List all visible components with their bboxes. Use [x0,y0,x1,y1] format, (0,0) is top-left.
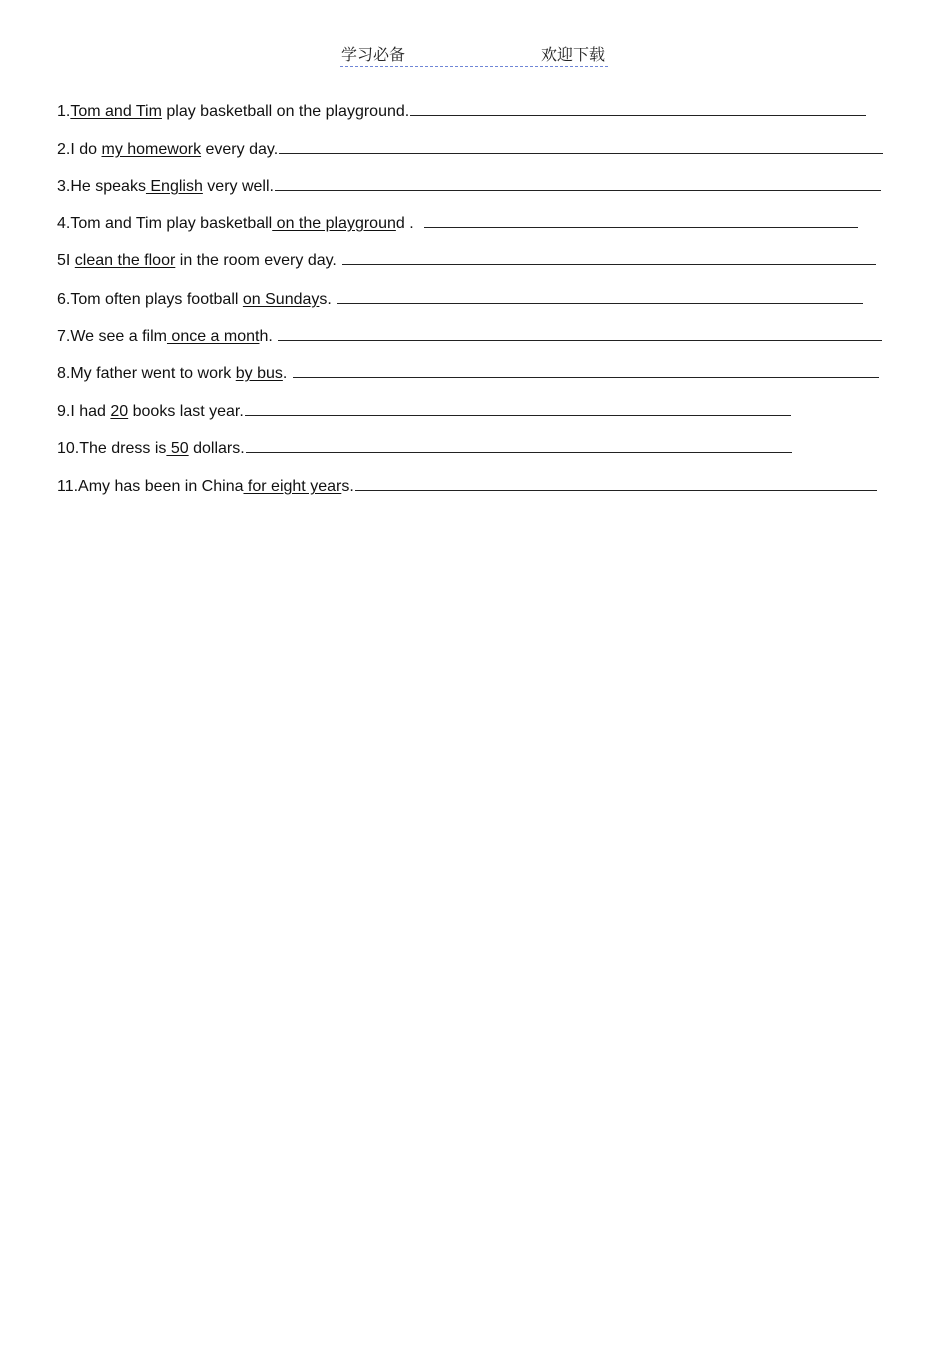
question-3 [57,176,881,197]
underlined-phrase: my homework [101,141,202,158]
question-text: books last year. [128,403,244,420]
underlined-phrase: on the playgroun [272,215,396,232]
answer-blank[interactable] [337,289,863,304]
answer-blank[interactable] [293,363,879,378]
question-text: 7.We see a film [57,328,167,345]
question-9 [57,401,791,422]
answer-blank[interactable] [342,250,876,265]
question-5 [57,250,876,271]
underlined-phrase: on Sunday [242,291,320,308]
underlined-phrase: 20 [110,403,129,420]
answer-blank[interactable] [278,326,882,341]
underlined-phrase: clean the floor [74,252,176,269]
underlined-phrase: 50 [166,440,189,457]
question-text: 6.Tom often plays football [57,291,243,308]
question-text: 11.Amy has been in China [57,478,244,495]
question-text: d . [395,215,423,232]
question-text: very well. [202,178,274,195]
question-4 [57,213,858,234]
question-text: dollars. [188,440,245,457]
underlined-phrase: English [145,178,203,195]
answer-blank[interactable] [275,176,881,191]
answer-blank[interactable] [245,401,791,416]
question-text: 8.My father went to work [57,365,236,382]
question-text: play basketball on the playground. [161,103,410,120]
question-text: 10.The dress is [57,440,167,457]
underlined-phrase: Tom and Tim [70,103,162,120]
question-text: 3.He speaks [57,178,146,195]
question-text: 9.I had [57,403,111,420]
answer-blank[interactable] [279,139,883,154]
question-text: 4.Tom and Tim play basketball [57,215,273,232]
underlined-phrase: once a mont [166,328,260,345]
underlined-phrase: by bus [235,365,283,382]
question-7 [57,326,882,347]
question-text: 5I [57,252,75,269]
question-11 [57,476,877,497]
answer-blank[interactable] [424,213,858,228]
question-6 [57,289,863,310]
answer-blank[interactable] [246,438,792,453]
question-text: s. [341,478,354,495]
question-text: 1. [57,103,71,120]
header-left-text: 学习必备 [341,45,406,64]
question-text: in the room every day. [175,252,342,269]
question-8 [57,363,879,384]
header-right-text: 欢迎下载 [540,45,605,64]
answer-blank[interactable] [410,101,866,116]
answer-blank[interactable] [355,476,877,491]
page-header [340,42,608,67]
question-2 [57,139,883,160]
question-10 [57,438,792,459]
question-text: s. [319,291,337,308]
underlined-phrase: for eight year [243,478,342,495]
question-text: . [282,365,292,382]
question-text: every day. [201,141,279,158]
question-1 [57,101,866,122]
question-text: h. [259,328,278,345]
question-text: 2.I do [57,141,102,158]
